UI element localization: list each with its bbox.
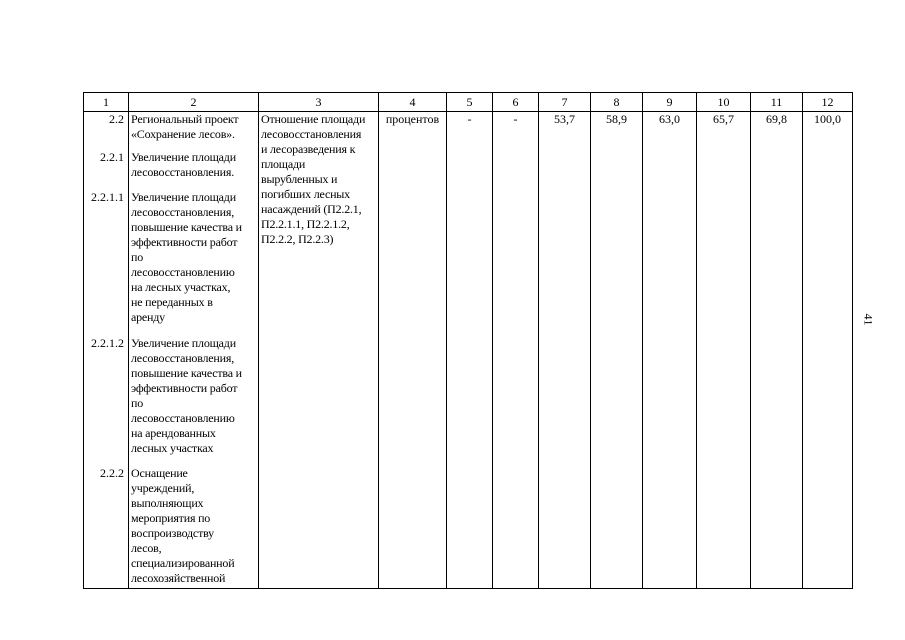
value-cell: 69,8 <box>751 112 803 589</box>
item-2-2-1 <box>131 150 256 190</box>
header-cell: 6 <box>493 93 539 112</box>
item-2-2-1-1 <box>131 190 256 336</box>
item-line: эффективности работ <box>131 381 238 395</box>
item-line: воспроизводству <box>131 526 214 540</box>
item-line: специализированной <box>131 556 235 570</box>
col6-cell: - <box>493 112 539 589</box>
item-line: Увеличение площади <box>131 190 236 204</box>
unit-cell: процентов <box>379 112 447 589</box>
item-line: на лесных участках, <box>131 280 231 294</box>
item-line: повышение качества и <box>131 220 242 234</box>
indicator-line: погибших лесных <box>261 187 350 201</box>
header-cell: 1 <box>84 93 129 112</box>
item-line: лесовосстановления. <box>131 165 234 179</box>
indicator-cell <box>259 112 379 589</box>
code-2-2-1-2: 2.2.1.2 <box>91 336 124 350</box>
item-line: Увеличение площади <box>131 150 236 164</box>
item-line: «Сохранение лесов». <box>131 127 235 141</box>
item-line: мероприятия по <box>131 511 211 525</box>
header-cell: 12 <box>803 93 853 112</box>
header-cell: 4 <box>379 93 447 112</box>
page-number: 41 <box>861 313 876 326</box>
value-cell: 100,0 <box>803 112 853 589</box>
item-line: Оснащение <box>131 466 188 480</box>
code-cell <box>84 112 129 589</box>
code-2-2: 2.2 <box>109 112 124 126</box>
item-line: Увеличение площади <box>131 336 236 350</box>
code-2-2-1: 2.2.1 <box>100 150 124 164</box>
item-line: аренду <box>131 310 165 324</box>
item-2-2 <box>131 112 256 150</box>
value-cell: 63,0 <box>643 112 697 589</box>
header-cell: 2 <box>129 93 259 112</box>
header-cell: 8 <box>591 93 643 112</box>
header-cell: 5 <box>447 93 493 112</box>
item-line: лесовосстановления, <box>131 205 234 219</box>
header-cell: 9 <box>643 93 697 112</box>
indicator-table <box>83 92 853 589</box>
code-2-2-1-1: 2.2.1.1 <box>91 190 124 204</box>
indicator-line: площади <box>261 157 306 171</box>
indicator-line: П2.2.2, П2.2.3) <box>261 232 334 246</box>
table-header-row <box>84 93 853 112</box>
item-line: лесовосстановлению <box>131 265 235 279</box>
table-row <box>84 112 853 589</box>
indicator-line: Отношение площади <box>261 112 366 126</box>
item-line: лесохозяйственной <box>131 571 226 585</box>
item-line: не переданных в <box>131 295 213 309</box>
item-line: на арендованных <box>131 426 216 440</box>
item-line: по <box>131 250 144 264</box>
item-line: эффективности работ <box>131 235 238 249</box>
item-line: учреждений, <box>131 481 195 495</box>
indicator-line: лесовосстановления <box>261 127 362 141</box>
header-cell: 10 <box>697 93 751 112</box>
item-2-2-2 <box>131 466 256 586</box>
value-cell: 65,7 <box>697 112 751 589</box>
item-line: лесов, <box>131 541 162 555</box>
item-line: лесовосстановлению <box>131 411 235 425</box>
item-line: лесовосстановления, <box>131 351 234 365</box>
item-2-2-1-2 <box>131 336 256 466</box>
col5-cell: - <box>447 112 493 589</box>
code-2-2-2: 2.2.2 <box>100 466 124 480</box>
header-cell: 7 <box>539 93 591 112</box>
indicator-line: П2.2.1.1, П2.2.1.2, <box>261 217 350 231</box>
value-cell: 58,9 <box>591 112 643 589</box>
indicator-line: и лесоразведения к <box>261 142 356 156</box>
item-line: Региональный проект <box>131 112 239 126</box>
item-line: по <box>131 396 144 410</box>
item-line: повышение качества и <box>131 366 242 380</box>
header-cell: 11 <box>751 93 803 112</box>
indicator-line: насаждений (П2.2.1, <box>261 202 362 216</box>
indicator-line: вырубленных и <box>261 172 338 186</box>
item-name-cell <box>129 112 259 589</box>
value-cell: 53,7 <box>539 112 591 589</box>
item-line: выполняющих <box>131 496 204 510</box>
item-line: лесных участках <box>131 441 214 455</box>
header-cell: 3 <box>259 93 379 112</box>
